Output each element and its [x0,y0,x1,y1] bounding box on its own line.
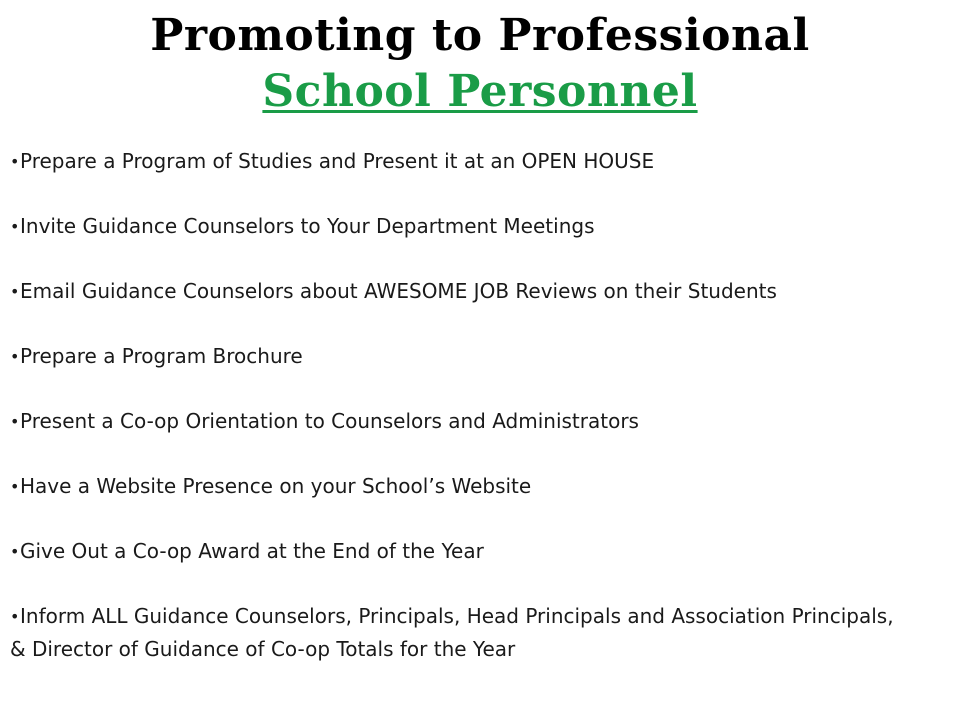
title-line-1: Promoting to Professional [150,10,810,61]
bullet-icon: • [10,282,20,301]
bullet-text: Present a Co-op Orientation to Counselors and Administrators [20,409,639,433]
bullet-item [10,470,910,503]
bullet-item [10,405,910,438]
bullet-icon: • [10,152,20,171]
title-line-2: School Personnel [262,66,698,117]
bullet-text: Invite Guidance Counselors to Your Department Meetings [20,214,595,238]
bullet-icon: • [10,607,20,626]
bullet-icon: • [10,347,20,366]
bullet-item [10,145,910,178]
bullet-icon: • [10,477,20,496]
bullet-icon: • [10,412,20,431]
bullet-item [10,535,910,568]
bullet-icon: • [10,542,20,561]
slide-title [0,8,960,120]
bullet-text: Prepare a Program Brochure [20,344,303,368]
bullet-item [10,210,910,243]
bullet-text: Inform ALL Guidance Counselors, Principals, Head Principals and Association Principals, & Director of Guidance of Co-op Totals for the Year [10,604,894,661]
bullet-text: Give Out a Co-op Award at the End of the Year [20,539,484,563]
bullet-item [10,340,910,373]
bullet-icon: • [10,217,20,236]
bullet-list [10,145,910,698]
bullet-text: Email Guidance Counselors about AWESOME JOB Reviews on their Students [20,279,777,303]
bullet-text: Prepare a Program of Studies and Present it at an OPEN HOUSE [20,149,655,173]
bullet-text: Have a Website Presence on your School’s Website [20,474,532,498]
bullet-item [10,275,910,308]
bullet-item [10,600,910,666]
